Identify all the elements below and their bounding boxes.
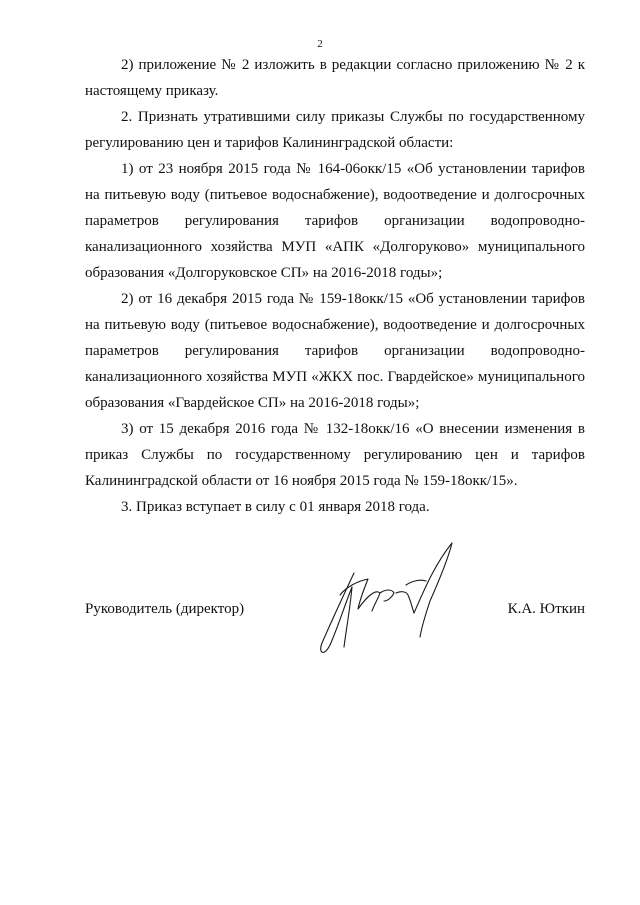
signer-name: К.А. Юткин — [507, 601, 585, 617]
paragraph-repeal-intro: 2. Признать утратившими силу приказы Службы по государственному регулированию цен и тарифов Калининградской области: — [85, 109, 585, 151]
page-number: 2 — [317, 38, 323, 50]
paragraph-repeal-item-1: 1) от 23 ноября 2015 года № 164-06окк/15 «Об установлении тарифов на питьевую воду (питьевое водоснабжение), водоотведение и долгосрочных параметров регулирования тарифов организации водопроводно-канализационного хозяйства МУП «АПК «Долгоруково» муниципального образования «Долгоруковское СП» на 2016-2018 годы»; — [85, 161, 585, 281]
handwritten-signature — [310, 535, 460, 665]
paragraph-repeal-item-3: 3) от 15 декабря 2016 года № 132-18окк/16 «О внесении изменения в приказ Службы по государственному регулированию цен и тарифов Калининградской области от 16 ноября 2015 года № 159-18окк/15». — [85, 421, 585, 489]
paragraph-appendix-2: 2) приложение № 2 изложить в редакции согласно приложению № 2 к настоящему приказу. — [85, 57, 585, 99]
document-body — [85, 52, 585, 520]
position-title: Руководитель (директор) — [85, 601, 245, 617]
paragraph-repeal-item-2: 2) от 16 декабря 2015 года № 159-18окк/15 «Об установлении тарифов на питьевую воду (питьевое водоснабжение), водоотведение и долгосрочных параметров регулирования тарифов организации водопроводно-канализационного хозяйства МУП «ЖКХ пос. Гвардейское» муниципального образования «Гвардейское СП» на 2016-2018 годы»; — [85, 291, 585, 411]
paragraph-effective-date: 3. Приказ вступает в силу с 01 января 2018 года. — [121, 499, 430, 515]
